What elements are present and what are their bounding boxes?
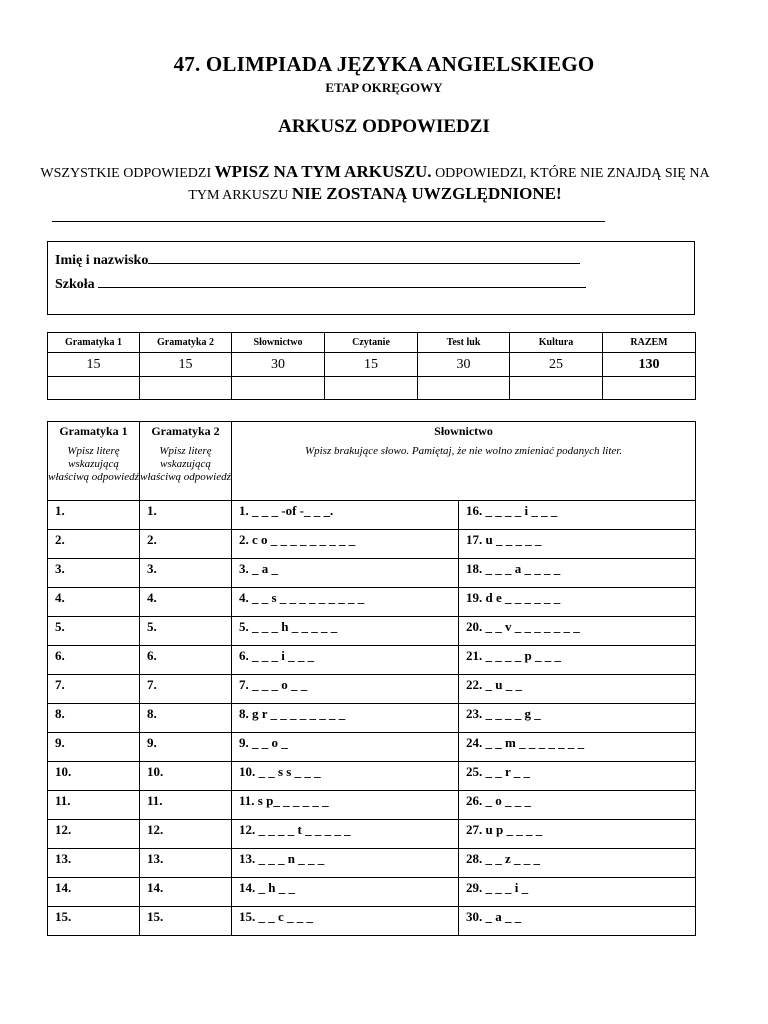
answer-cell-g1[interactable]: 9.: [48, 733, 140, 762]
page-title: 47. OLIMPIADA JĘZYKA ANGIELSKIEGO: [173, 52, 595, 76]
answer-row: [48, 762, 696, 791]
points-max-cell: 30: [418, 353, 510, 377]
answer-cell-v1[interactable]: 15. _ _ c _ _ _: [232, 907, 459, 936]
grammar-1-title: Gramatyka 1: [59, 424, 128, 438]
school-label: Szkoła: [55, 277, 95, 292]
answer-cell-g2[interactable]: 11.: [140, 791, 232, 820]
sheet-title: ARKUSZ ODPOWIEDZI: [278, 116, 490, 137]
answer-cell-g2[interactable]: 1.: [140, 501, 232, 530]
answer-cell-v2[interactable]: 19. d e _ _ _ _ _ _: [459, 588, 696, 617]
points-max-cell: 30: [232, 353, 325, 377]
identity-box: [47, 241, 695, 315]
answer-row: [48, 907, 696, 936]
answer-cell-v1[interactable]: 14. _ h _ _: [232, 878, 459, 907]
answer-cell-v1[interactable]: 13. _ _ _ n _ _ _: [232, 849, 459, 878]
answer-cell-g2[interactable]: 12.: [140, 820, 232, 849]
divider-line: [52, 221, 605, 222]
answer-cell-v1[interactable]: 5. _ _ _ h _ _ _ _ _: [232, 617, 459, 646]
points-header-cell: Kultura: [510, 333, 603, 353]
answer-cell-v2[interactable]: 30. _ a _ _: [459, 907, 696, 936]
answer-row: [48, 501, 696, 530]
answer-cell-g1[interactable]: 12.: [48, 820, 140, 849]
grammar-2-header: [140, 422, 232, 501]
notice-part-4: NIE ZOSTANĄ UWZGLĘDNIONE!: [291, 184, 562, 203]
school-field[interactable]: [98, 275, 586, 288]
answer-cell-g2[interactable]: 13.: [140, 849, 232, 878]
points-score-cell[interactable]: [418, 377, 510, 400]
answer-cell-v2[interactable]: 22. _ u _ _: [459, 675, 696, 704]
answer-cell-v1[interactable]: 12. _ _ _ _ t _ _ _ _ _: [232, 820, 459, 849]
answer-cell-g2[interactable]: 5.: [140, 617, 232, 646]
answer-cell-g1[interactable]: 6.: [48, 646, 140, 675]
instructions-notice: [30, 162, 720, 206]
grammar-2-instruction: Wpisz literę wskazującą właściwą odpowiedź: [140, 445, 231, 483]
answer-cell-v1[interactable]: 6. _ _ _ i _ _ _: [232, 646, 459, 675]
answer-row: [48, 791, 696, 820]
answer-cell-g1[interactable]: 15.: [48, 907, 140, 936]
answer-cell-v1[interactable]: 1. _ _ _ -of -_ _ _.: [232, 501, 459, 530]
points-max-cell: 25: [510, 353, 603, 377]
answer-row: [48, 878, 696, 907]
points-header-cell: Czytanie: [325, 333, 418, 353]
answer-row: [48, 617, 696, 646]
answer-cell-g1[interactable]: 4.: [48, 588, 140, 617]
notice-part-2: WPISZ NA TYM ARKUSZU.: [214, 162, 432, 181]
answer-table: [47, 421, 696, 936]
answer-cell-g2[interactable]: 15.: [140, 907, 232, 936]
answer-cell-v1[interactable]: 9. _ _ o _: [232, 733, 459, 762]
points-score-cell[interactable]: [510, 377, 603, 400]
points-max-cell: 15: [48, 353, 140, 377]
answer-row: [48, 675, 696, 704]
answer-cell-g1[interactable]: 2.: [48, 530, 140, 559]
answer-cell-g2[interactable]: 14.: [140, 878, 232, 907]
answer-cell-g1[interactable]: 3.: [48, 559, 140, 588]
points-score-cell[interactable]: [140, 377, 232, 400]
answer-cell-v2[interactable]: 21. _ _ _ _ p _ _ _: [459, 646, 696, 675]
notice-part-3: ODPOWIEDZI, KTÓRE NIE ZNAJDĄ SIĘ NA TYM ARKUSZU: [188, 166, 710, 203]
points-max-cell: 15: [325, 353, 418, 377]
answer-row: [48, 849, 696, 878]
points-score-cell[interactable]: [232, 377, 325, 400]
points-header-cell: RAZEM: [603, 333, 696, 353]
answer-cell-g1[interactable]: 1.: [48, 501, 140, 530]
stage-subtitle: ETAP OKRĘGOWY: [325, 80, 443, 95]
answer-cell-v1[interactable]: 7. _ _ _ o _ _: [232, 675, 459, 704]
points-header-cell: Test luk: [418, 333, 510, 353]
answer-row: [48, 559, 696, 588]
points-header-cell: Gramatyka 1: [48, 333, 140, 353]
answer-cell-v2[interactable]: 17. u _ _ _ _ _: [459, 530, 696, 559]
grammar-1-instruction: Wpisz literę wskazującą właściwą odpowiedź: [48, 445, 139, 483]
answer-cell-g2[interactable]: 8.: [140, 704, 232, 733]
points-score-cell[interactable]: [325, 377, 418, 400]
school-line: [55, 275, 586, 293]
points-header-cell: Słownictwo: [232, 333, 325, 353]
answer-cell-v2[interactable]: 27. u p _ _ _ _: [459, 820, 696, 849]
answer-cell-v2[interactable]: 24. _ _ m _ _ _ _ _ _ _: [459, 733, 696, 762]
name-line: [55, 251, 580, 269]
answer-cell-g2[interactable]: 9.: [140, 733, 232, 762]
answer-cell-v1[interactable]: 3. _ a _: [232, 559, 459, 588]
points-score-cell[interactable]: [603, 377, 696, 400]
name-label: Imię i nazwisko: [55, 253, 149, 268]
answer-cell-v1[interactable]: 8. g r _ _ _ _ _ _ _ _: [232, 704, 459, 733]
answer-cell-v2[interactable]: 23. _ _ _ _ g _: [459, 704, 696, 733]
answer-cell-g2[interactable]: 4.: [140, 588, 232, 617]
answer-row: [48, 820, 696, 849]
answer-cell-g1[interactable]: 7.: [48, 675, 140, 704]
name-field[interactable]: [148, 251, 580, 264]
answer-cell-v2[interactable]: 28. _ _ z _ _ _: [459, 849, 696, 878]
answer-row: [48, 530, 696, 559]
vocabulary-instruction: Wpisz brakujące słowo. Pamiętaj, że nie wolno zmieniać podanych liter.: [304, 445, 623, 457]
answer-cell-v1[interactable]: 10. _ _ s s _ _ _: [232, 762, 459, 791]
answer-cell-g2[interactable]: 6.: [140, 646, 232, 675]
answer-cell-v1[interactable]: 2. c o _ _ _ _ _ _ _ _ _: [232, 530, 459, 559]
grammar-1-header: [48, 422, 140, 501]
answer-cell-g2[interactable]: 10.: [140, 762, 232, 791]
answer-cell-g2[interactable]: 2.: [140, 530, 232, 559]
grammar-2-title: Gramatyka 2: [151, 424, 220, 438]
points-table: [47, 332, 696, 400]
points-max-cell: 130: [603, 353, 696, 377]
answer-cell-v1[interactable]: 11. s p_ _ _ _ _ _: [232, 791, 459, 820]
answer-cell-g2[interactable]: 7.: [140, 675, 232, 704]
answer-cell-g1[interactable]: 8.: [48, 704, 140, 733]
answer-row: [48, 733, 696, 762]
answer-row: [48, 704, 696, 733]
answer-cell-v2[interactable]: 18. _ _ _ a _ _ _ _: [459, 559, 696, 588]
answer-cell-g1[interactable]: 11.: [48, 791, 140, 820]
answer-cell-v2[interactable]: 26. _ o _ _ _: [459, 791, 696, 820]
answer-cell-v2[interactable]: 29. _ _ _ i _: [459, 878, 696, 907]
answer-cell-g1[interactable]: 13.: [48, 849, 140, 878]
answer-header-row: [48, 422, 696, 501]
points-max-row: [48, 353, 696, 377]
points-header-cell: Gramatyka 2: [140, 333, 232, 353]
answer-cell-v2[interactable]: 20. _ _ v _ _ _ _ _ _ _: [459, 617, 696, 646]
answer-cell-g2[interactable]: 3.: [140, 559, 232, 588]
answer-cell-g1[interactable]: 5.: [48, 617, 140, 646]
answer-cell-v2[interactable]: 16. _ _ _ _ i _ _ _: [459, 501, 696, 530]
points-score-cell[interactable]: [48, 377, 140, 400]
points-score-row: [48, 377, 696, 400]
points-max-cell: 15: [140, 353, 232, 377]
answer-cell-g1[interactable]: 10.: [48, 762, 140, 791]
answer-cell-v1[interactable]: 4. _ _ s _ _ _ _ _ _ _ _ _: [232, 588, 459, 617]
vocabulary-title: Słownictwo: [434, 424, 493, 438]
answer-cell-v2[interactable]: 25. _ _ r _ _: [459, 762, 696, 791]
notice-part-1: WSZYSTKIE ODPOWIEDZI: [40, 166, 215, 181]
vocabulary-header: [232, 422, 696, 501]
answer-row: [48, 646, 696, 675]
points-header-row: [48, 333, 696, 353]
answer-row: [48, 588, 696, 617]
answer-cell-g1[interactable]: 14.: [48, 878, 140, 907]
